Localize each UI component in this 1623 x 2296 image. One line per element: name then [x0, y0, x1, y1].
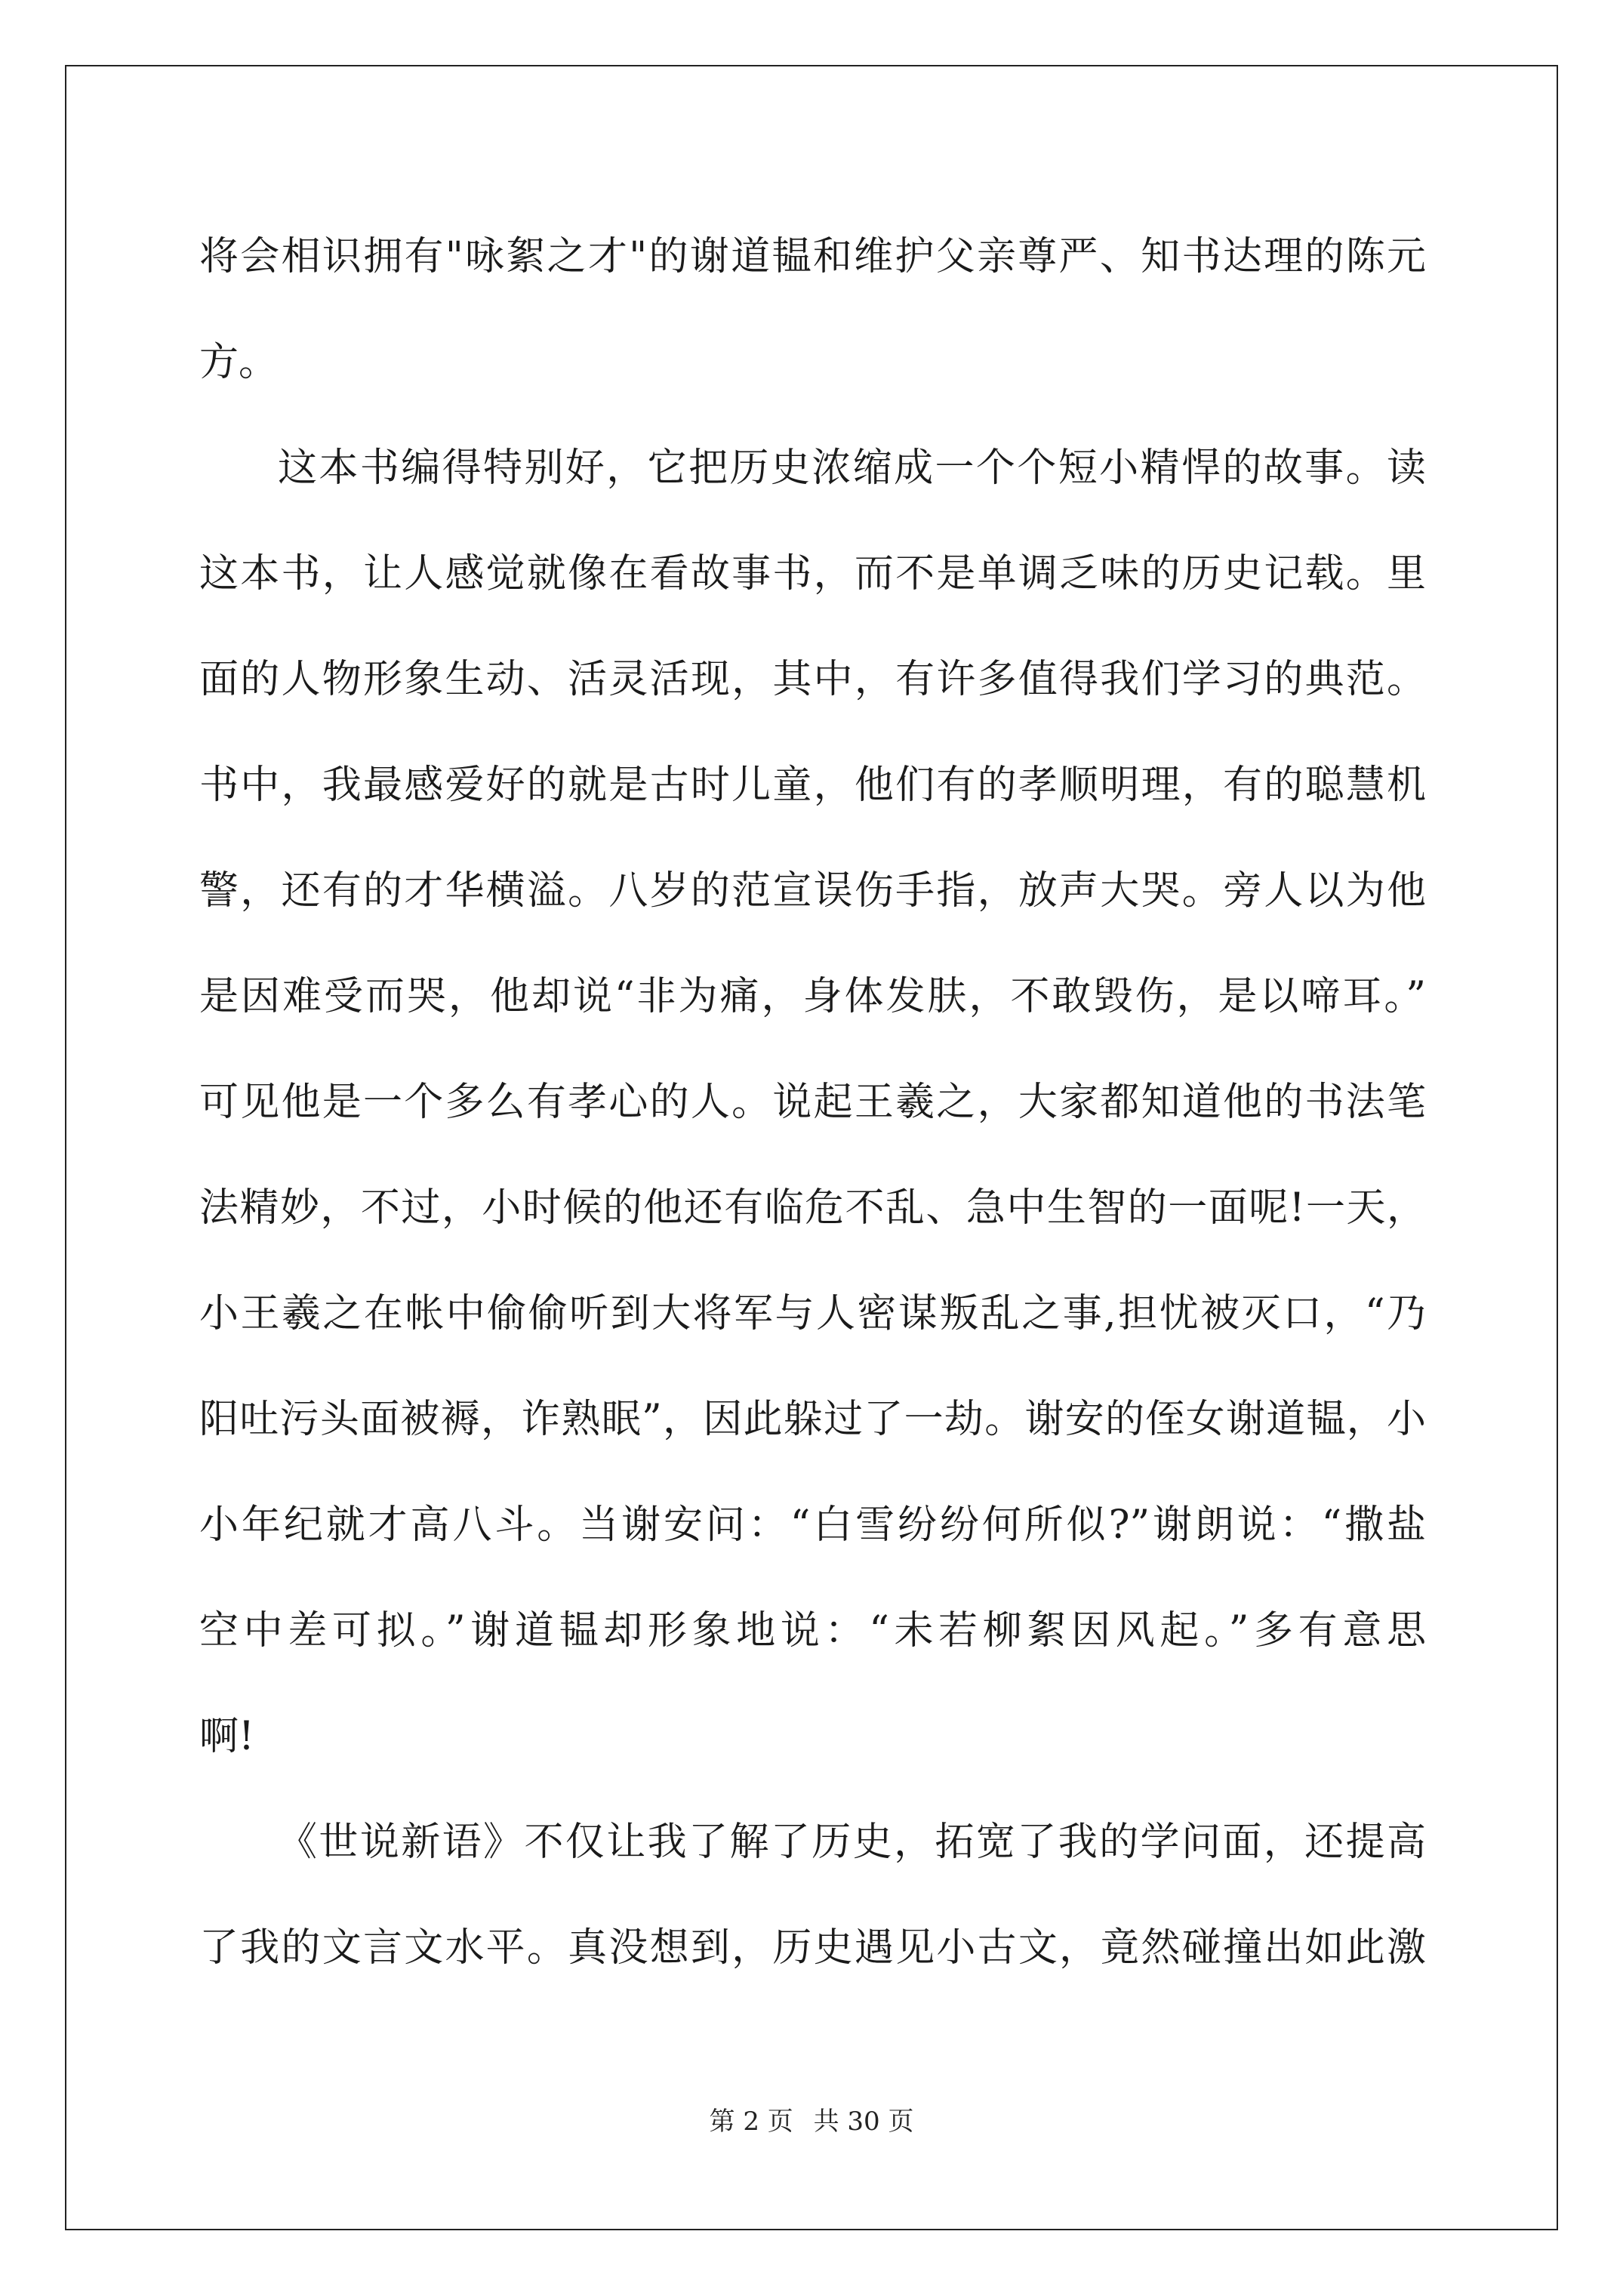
text-line: 了我的文言文水平。真没想到，历史遇见小古文，竟然碰撞出如此激	[199, 1925, 1426, 1971]
text-line: 这本书，让人感觉就像在看故事书，而不是单调乏味的历史记载。里	[199, 551, 1426, 596]
page-number: 第 2 页	[709, 2106, 793, 2137]
text-line: 是因难受而哭，他却说“非为痛，身体发肤，不敢毁伤，是以啼耳。”	[199, 974, 1426, 1019]
page-total: 共 30 页	[813, 2106, 914, 2137]
document-body	[199, 204, 1426, 2001]
text-line: 啊!	[199, 1714, 254, 1759]
page-footer	[0, 2106, 1623, 2137]
text-line: 将会相识拥有"咏絮之才"的谢道韫和维护父亲尊严、知书达理的陈元	[199, 234, 1426, 279]
text-line: 书中，我最感爱好的就是古时儿童，他们有的孝顺明理，有的聪慧机	[199, 763, 1426, 808]
text-line: 空中差可拟。”谢道韫却形象地说：“未若柳絮因风起。”多有意思	[199, 1608, 1426, 1653]
text-line: 面的人物形象生动、活灵活现，其中，有许多值得我们学习的典范。	[199, 657, 1426, 702]
text-line: 这本书编得特别好，它把历史浓缩成一个个短小精悍的故事。读	[278, 445, 1426, 491]
text-line: 小年纪就才高八斗。当谢安问：“白雪纷纷何所似?”谢朗说：“撒盐	[199, 1502, 1426, 1548]
text-line: 《世说新语》不仅让我了解了历史，拓宽了我的学问面，还提高	[278, 1820, 1426, 1865]
text-line: 可见他是一个多么有孝心的人。说起王羲之，大家都知道他的书法笔	[199, 1080, 1426, 1125]
text-line: 警，还有的才华横溢。八岁的范宣误伤手指，放声大哭。旁人以为他	[199, 868, 1426, 914]
text-line: 小王羲之在帐中偷偷听到大将军与人密谋叛乱之事,担忧被灭口，“乃	[199, 1291, 1426, 1336]
text-line: 阳吐污头面被褥，诈熟眠”，因此躲过了一劫。谢安的侄女谢道韫，小	[199, 1397, 1426, 1442]
text-line: 方。	[199, 340, 279, 385]
text-line: 法精妙，不过，小时候的他还有临危不乱、急中生智的一面呢!一天，	[199, 1185, 1426, 1231]
